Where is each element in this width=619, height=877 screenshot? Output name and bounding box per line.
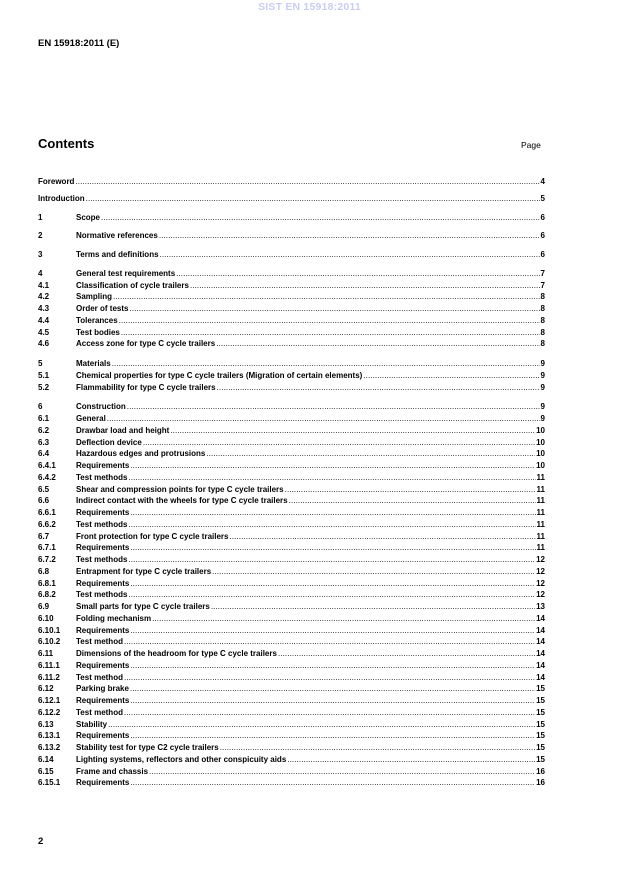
toc-dot-leader (101, 212, 540, 223)
toc-entry[interactable] (38, 338, 545, 349)
toc-dot-leader (176, 268, 539, 279)
toc-entry-number: 6.4 (38, 449, 50, 459)
toc-entry[interactable] (38, 370, 545, 381)
toc-entry-page: 11 (536, 543, 545, 553)
toc-entry-title: Hazardous edges and protrusions (76, 449, 206, 459)
toc-dot-leader (113, 291, 540, 302)
toc-entry-page: 15 (536, 754, 545, 764)
toc-dot-leader (216, 338, 539, 349)
toc-entry-page: 10 (536, 449, 545, 459)
toc-entry-number: 5.2 (38, 382, 50, 392)
toc-entry-number: 5.1 (38, 370, 50, 380)
toc-dot-leader (112, 358, 540, 369)
toc-entry[interactable] (38, 230, 545, 241)
toc-entry[interactable] (38, 212, 545, 223)
toc-dot-leader (149, 766, 535, 777)
toc-entry[interactable] (38, 695, 545, 706)
toc-entry[interactable] (38, 542, 545, 553)
toc-entry[interactable] (38, 766, 545, 777)
toc-entry-title: Frame and chassis (76, 766, 149, 776)
toc-entry-number: 6.15.1 (38, 778, 61, 788)
toc-entry-number: 6.8 (38, 566, 50, 576)
toc-entry-title: Scope (76, 212, 101, 222)
toc-entry-number: 4.6 (38, 339, 50, 349)
toc-entry[interactable] (38, 448, 545, 459)
toc-entry-title: Normative references (76, 231, 158, 241)
toc-entry-page: 10 (536, 425, 545, 435)
toc-entry-number: 2 (38, 231, 43, 241)
toc-entry-page: 10 (536, 461, 545, 470)
toc-entry-page: 5 (540, 193, 545, 203)
toc-entry-number: 6.13 (38, 719, 54, 729)
toc-entry-page: 6 (540, 250, 545, 259)
toc-entry-title: Tolerances (76, 315, 118, 325)
toc-entry-number: 6.11 (38, 649, 54, 658)
toc-entry-number: 6.5 (38, 484, 50, 494)
toc-entry-number: 6.6.2 (38, 519, 56, 529)
toc-entry[interactable] (38, 589, 545, 600)
toc-dot-leader (217, 382, 540, 393)
toc-entry-page: 6 (540, 231, 545, 241)
toc-entry-title: Deflection device (76, 437, 142, 447)
toc-entry-title: Sampling (76, 292, 113, 302)
toc-dot-leader (130, 507, 535, 518)
toc-entry-title: General (76, 414, 106, 423)
toc-entry[interactable] (38, 742, 545, 753)
toc-entry-number: 4.3 (38, 304, 50, 313)
toc-entry-page: 12 (536, 578, 545, 588)
toc-entry-number: 6.12.1 (38, 696, 61, 705)
toc-entry-page: 8 (540, 292, 545, 302)
toc-entry[interactable] (38, 425, 545, 436)
toc-entry-title: Access zone for type C cycle trailers (76, 339, 216, 349)
toc-entry-number: 6.12.2 (38, 707, 61, 717)
toc-entry-page: 8 (540, 315, 545, 325)
toc-dot-leader (160, 249, 540, 260)
toc-entry-title: Test methods (76, 519, 128, 529)
toc-dot-leader (86, 193, 540, 204)
toc-dot-leader (119, 315, 540, 326)
toc-entry-title: Stability test for type C2 cycle trailers (76, 743, 219, 752)
toc-dot-leader (130, 695, 535, 706)
toc-entry-title: Parking brake (76, 684, 129, 694)
toc-entry-number: 4.1 (38, 280, 50, 290)
toc-entry[interactable] (38, 303, 545, 314)
toc-dot-leader (130, 730, 535, 741)
toc-entry-page: 12 (536, 566, 545, 576)
contents-title: Contents (38, 136, 95, 151)
toc-dot-leader (206, 448, 535, 459)
toc-entry-title: Requirements (76, 508, 130, 517)
toc-entry-number: 6.2 (38, 425, 50, 435)
toc-entry-number: 6.8.2 (38, 590, 56, 600)
toc-entry-page: 12 (536, 555, 545, 564)
toc-entry-title: Classification of cycle trailers (76, 280, 189, 290)
toc-entry[interactable] (38, 613, 545, 624)
toc-entry-title: Test method (76, 672, 123, 682)
toc-entry[interactable] (38, 495, 545, 506)
toc-entry-number: 6.6.1 (38, 508, 56, 517)
toc-entry-page: 15 (536, 684, 545, 694)
toc-entry-page: 9 (540, 370, 545, 380)
toc-entry-number: 6.4.1 (38, 461, 56, 470)
toc-dot-leader (287, 754, 535, 765)
toc-dot-leader (128, 472, 535, 483)
toc-entry[interactable] (38, 730, 545, 741)
toc-dot-leader (130, 660, 535, 671)
toc-entry-number: 6.10.1 (38, 625, 61, 635)
toc-entry-number: 3 (38, 250, 43, 259)
toc-entry-page: 14 (536, 660, 545, 670)
toc-entry[interactable] (38, 460, 545, 471)
toc-entry-number: 6 (38, 402, 43, 412)
toc-entry-title: Terms and definitions (76, 250, 159, 259)
toc-entry[interactable] (38, 683, 545, 694)
toc-entry-page: 16 (536, 778, 545, 788)
toc-dot-leader (124, 636, 535, 647)
page-number: 2 (38, 836, 44, 847)
toc-entry-title: Order of tests (76, 304, 129, 313)
toc-entry-title: Entrapment for type C cycle trailers (76, 566, 212, 576)
toc-entry-title: Drawbar load and height (76, 425, 170, 435)
toc-entry-page: 8 (540, 304, 545, 313)
toc-entry-number: 6.8.1 (38, 578, 56, 588)
toc-entry-title: Shear and compression points for type C cycle trailers (76, 484, 284, 494)
toc-entry[interactable] (38, 176, 545, 187)
toc-dot-leader (159, 230, 540, 241)
toc-entry-title: Foreword (38, 177, 75, 186)
toc-entry-title: Construction (76, 402, 126, 412)
toc-dot-leader (152, 613, 535, 624)
toc-entry-title: Requirements (76, 778, 130, 788)
toc-dot-leader (130, 777, 535, 788)
toc-entry-number: 4.2 (38, 292, 50, 302)
toc-entry[interactable] (38, 648, 545, 659)
toc-entry-number: 6.7 (38, 531, 50, 541)
toc-dot-leader (170, 425, 535, 436)
toc-dot-leader (128, 589, 535, 600)
toc-entry[interactable] (38, 531, 545, 542)
toc-entry[interactable] (38, 636, 545, 647)
toc-entry-title: Requirements (76, 660, 130, 670)
toc-dot-leader (128, 519, 535, 530)
toc-entry[interactable] (38, 601, 545, 612)
toc-entry-title: Folding mechanism (76, 613, 152, 623)
toc-entry-page: 14 (536, 649, 545, 658)
toc-entry-title: Requirements (76, 461, 130, 470)
toc-entry-page: 7 (540, 268, 545, 278)
toc-entry-title: Lighting systems, reflectors and other conspicuity aids (76, 754, 287, 764)
toc-entry-title: Test bodies (76, 327, 120, 337)
watermark: SIST EN 15918:2011 (258, 1, 361, 13)
toc-entry[interactable] (38, 437, 545, 448)
toc-dot-leader (143, 437, 535, 448)
toc-entry-page: 12 (536, 590, 545, 600)
toc-dot-leader (124, 707, 535, 718)
toc-entry-title: Small parts for type C cycle trailers (76, 602, 210, 611)
toc-entry-page: 9 (540, 359, 545, 368)
toc-entry-page: 9 (540, 414, 545, 423)
toc-entry[interactable] (38, 268, 545, 279)
toc-dot-leader (363, 370, 539, 381)
toc-entry[interactable] (38, 625, 545, 636)
toc-entry-title: Materials (76, 359, 111, 368)
toc-entry[interactable] (38, 719, 545, 730)
toc-entry[interactable] (38, 519, 545, 530)
toc-entry-number: 6.11.2 (38, 672, 60, 682)
toc-entry[interactable] (38, 472, 545, 483)
document-id: EN 15918:2011 (E) (38, 38, 120, 49)
page-column-header: Page (521, 140, 541, 150)
toc-dot-leader (128, 554, 535, 565)
toc-entry-number: 6.3 (38, 437, 50, 447)
toc-entry[interactable] (38, 249, 545, 260)
toc-entry-page: 16 (536, 766, 545, 776)
toc-entry-page: 4 (540, 177, 545, 186)
toc-entry[interactable] (38, 358, 545, 369)
toc-entry-page: 7 (540, 280, 545, 290)
toc-entry-title: Requirements (76, 696, 130, 705)
toc-entry-page: 6 (540, 212, 545, 222)
toc-entry-title: Dimensions of the headroom for type C cycle trailers (76, 649, 277, 658)
toc-entry[interactable] (38, 413, 545, 424)
toc-entry-title: Stability (76, 719, 108, 729)
toc-entry-title: Chemical properties for type C cycle trailers (Migration of certain elements) (76, 370, 363, 380)
toc-entry-page: 11 (536, 472, 545, 482)
toc-dot-leader (212, 566, 535, 577)
toc-dot-leader (130, 542, 535, 553)
toc-entry-title: Requirements (76, 578, 130, 588)
toc-entry-number: 6.14 (38, 754, 54, 764)
toc-entry-number: 6.13.2 (38, 743, 61, 752)
toc-dot-leader (220, 742, 535, 753)
toc-entry-page: 15 (536, 707, 545, 717)
toc-entry-title: Requirements (76, 731, 130, 741)
toc-entry-page: 9 (540, 402, 545, 412)
toc-entry-page: 8 (540, 327, 545, 337)
toc-entry[interactable] (38, 754, 545, 765)
toc-dot-leader (124, 672, 535, 683)
toc-entry[interactable] (38, 507, 545, 518)
toc-entry-page: 14 (536, 672, 545, 682)
toc-entry-number: 1 (38, 212, 43, 222)
toc-entry-page: 10 (536, 437, 545, 447)
toc-entry-number: 6.13.1 (38, 731, 61, 741)
toc-dot-leader (278, 648, 535, 659)
toc-entry[interactable] (38, 660, 545, 671)
toc-entry-title: Test methods (76, 555, 128, 564)
toc-entry[interactable] (38, 315, 545, 326)
toc-entry[interactable] (38, 382, 545, 393)
toc-dot-leader (108, 719, 535, 730)
toc-entry-page: 11 (536, 496, 545, 506)
toc-dot-leader (229, 531, 535, 542)
toc-dot-leader (130, 625, 535, 636)
toc-dot-leader (130, 460, 535, 471)
toc-entry-title: General test requirements (76, 268, 176, 278)
toc-entry-number: 6.15 (38, 766, 54, 776)
toc-entry-page: 11 (536, 508, 545, 517)
toc-entry[interactable] (38, 578, 545, 589)
toc-entry[interactable] (38, 327, 545, 338)
toc-entry-page: 13 (536, 602, 545, 611)
toc-entry-number: 6.10.2 (38, 637, 61, 647)
toc-entry-page: 14 (536, 613, 545, 623)
toc-entry[interactable] (38, 672, 545, 683)
toc-entry-number: 6.11.1 (38, 660, 60, 670)
toc-dot-leader (130, 683, 535, 694)
toc-entry[interactable] (38, 193, 545, 204)
toc-entry-title: Test method (76, 707, 123, 717)
toc-dot-leader (190, 280, 540, 291)
toc-entry-number: 4.5 (38, 327, 50, 337)
toc-entry-title: Introduction (38, 193, 85, 203)
toc-entry[interactable] (38, 777, 545, 788)
toc-entry-page: 15 (536, 719, 545, 729)
toc-entry[interactable] (38, 566, 545, 577)
toc-entry-title: Requirements (76, 543, 130, 553)
toc-entry-number: 6.1 (38, 414, 50, 423)
toc-entry-page: 15 (536, 696, 545, 705)
toc-dot-leader (75, 176, 539, 187)
toc-entry-title: Test methods (76, 472, 128, 482)
toc-entry[interactable] (38, 401, 545, 412)
toc-entry-title: Test method (76, 637, 123, 647)
toc-entry-number: 6.12 (38, 684, 54, 694)
toc-entry-page: 14 (536, 637, 545, 647)
toc-entry[interactable] (38, 484, 545, 495)
toc-entry-number: 6.6 (38, 496, 50, 506)
toc-entry-page: 11 (536, 531, 545, 541)
toc-dot-leader (289, 495, 536, 506)
toc-entry-number: 6.4.2 (38, 472, 56, 482)
toc-entry-title: Front protection for type C cycle trailers (76, 531, 229, 541)
toc-entry-number: 6.9 (38, 602, 50, 611)
toc-entry-page: 14 (536, 625, 545, 635)
toc-entry[interactable] (38, 707, 545, 718)
toc-dot-leader (285, 484, 536, 495)
toc-dot-leader (129, 303, 539, 314)
toc-entry[interactable] (38, 291, 545, 302)
toc-entry-number: 5 (38, 359, 43, 368)
toc-entry[interactable] (38, 280, 545, 291)
toc-entry-title: Requirements (76, 625, 130, 635)
toc-entry-page: 8 (540, 339, 545, 349)
toc-dot-leader (211, 601, 535, 612)
toc-entry-page: 9 (540, 382, 545, 392)
toc-entry-title: Flammability for type C cycle trailers (76, 382, 216, 392)
toc-entry-number: 6.7.2 (38, 555, 56, 564)
toc-entry-page: 11 (536, 484, 545, 494)
toc-dot-leader (121, 327, 540, 338)
toc-entry[interactable] (38, 554, 545, 565)
toc-entry-page: 15 (536, 743, 545, 752)
toc-entry-number: 4 (38, 268, 43, 278)
toc-entry-number: 6.7.1 (38, 543, 56, 553)
toc-entry-title: Test methods (76, 590, 128, 600)
toc-dot-leader (107, 413, 540, 424)
toc-entry-number: 4.4 (38, 315, 50, 325)
toc-dot-leader (130, 578, 535, 589)
toc-entry-page: 15 (536, 731, 545, 741)
toc-dot-leader (127, 401, 540, 412)
toc-entry-number: 6.10 (38, 613, 54, 623)
toc-entry-page: 11 (536, 519, 545, 529)
toc-entry-title: Indirect contact with the wheels for type C cycle trailers (76, 496, 288, 506)
